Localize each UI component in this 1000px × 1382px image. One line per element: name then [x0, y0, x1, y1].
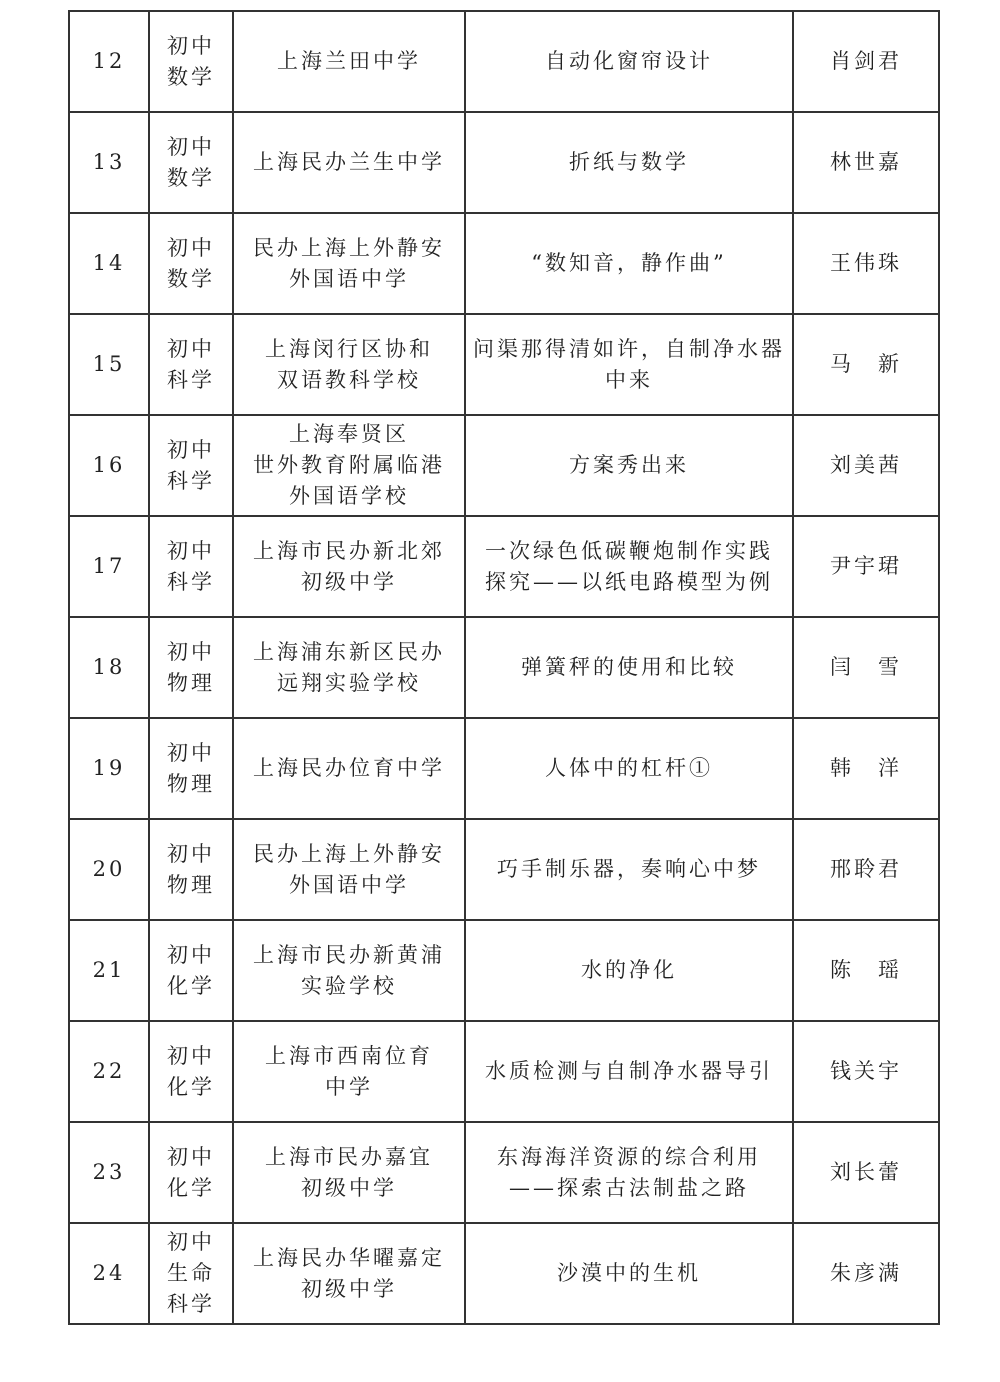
cell-line: 初级中学 [301, 569, 397, 594]
teacher-cell: 钱关宇 [793, 1021, 939, 1122]
award-table [68, 10, 940, 1325]
cell-line: 弹簧秤的使用和比较 [521, 655, 737, 679]
cell-line: 科学 [167, 468, 215, 493]
teacher-cell: 闫 雪 [793, 617, 939, 718]
cell-line: “数知音，静作曲” [531, 251, 727, 275]
row-number-cell: 18 [69, 617, 149, 718]
subject-cell [149, 213, 233, 314]
topic-cell [465, 314, 793, 415]
topic-cell [465, 718, 793, 819]
cell-line: 初级中学 [301, 1276, 397, 1301]
school-cell [233, 314, 465, 415]
cell-line: 中来 [605, 367, 653, 392]
cell-line: 生命 [167, 1261, 215, 1285]
cell-line: 外国语中学 [289, 266, 409, 291]
cell-line: 初中 [167, 33, 215, 58]
school-cell [233, 1021, 465, 1122]
teacher-cell: 韩 洋 [793, 718, 939, 819]
topic-cell [465, 112, 793, 213]
teacher-cell: 陈 瑶 [793, 920, 939, 1021]
school-cell [233, 415, 465, 516]
row-number-cell: 23 [69, 1122, 149, 1223]
cell-line: 科学 [167, 1292, 215, 1316]
cell-line: 民办上海上外静安 [253, 235, 445, 260]
cell-line: 数学 [167, 64, 215, 89]
subject-cell [149, 1122, 233, 1223]
cell-line: 物理 [167, 670, 215, 695]
table-body [69, 11, 939, 1324]
cell-line: 上海市民办新黄浦 [253, 942, 445, 967]
cell-line: 东海海洋资源的综合利用 [497, 1144, 761, 1169]
row-number-cell: 24 [69, 1223, 149, 1324]
cell-line: 初中 [167, 538, 215, 563]
cell-line: 折纸与数学 [569, 150, 689, 174]
subject-cell [149, 415, 233, 516]
table-row [69, 213, 939, 314]
cell-line: 初中 [167, 437, 215, 462]
row-number-cell: 19 [69, 718, 149, 819]
cell-line: 上海兰田中学 [277, 49, 421, 73]
school-cell [233, 1122, 465, 1223]
cell-line: 初中 [167, 1230, 215, 1254]
cell-line: 化学 [167, 1074, 215, 1099]
cell-line: 世外教育附属临港 [253, 453, 445, 477]
table-row [69, 516, 939, 617]
subject-cell [149, 516, 233, 617]
subject-cell [149, 920, 233, 1021]
cell-line: 探究——以纸电路模型为例 [485, 569, 773, 594]
topic-cell [465, 920, 793, 1021]
table-row [69, 112, 939, 213]
teacher-cell: 邢聆君 [793, 819, 939, 920]
school-cell [233, 213, 465, 314]
cell-line: 上海浦东新区民办 [253, 639, 445, 664]
cell-line: 科学 [167, 367, 215, 392]
cell-line: 化学 [167, 973, 215, 998]
cell-line: 外国语中学 [289, 872, 409, 897]
table-row [69, 1122, 939, 1223]
cell-line: 外国语学校 [289, 484, 409, 508]
cell-line: 物理 [167, 872, 215, 897]
subject-cell [149, 112, 233, 213]
cell-line: 一次绿色低碳鞭炮制作实践 [485, 538, 773, 563]
cell-line: 初中 [167, 740, 215, 765]
table-row [69, 1223, 939, 1324]
school-cell [233, 617, 465, 718]
row-number-cell: 16 [69, 415, 149, 516]
table-row [69, 920, 939, 1021]
table-row [69, 718, 939, 819]
cell-line: 上海民办华曜嘉定 [253, 1245, 445, 1270]
teacher-cell: 朱彦满 [793, 1223, 939, 1324]
cell-line: 双语教科学校 [277, 367, 421, 392]
school-cell [233, 920, 465, 1021]
cell-line: 上海民办位育中学 [253, 756, 445, 780]
topic-cell [465, 11, 793, 112]
award-list-sheet [68, 10, 938, 1325]
cell-line: 中学 [325, 1074, 373, 1099]
cell-line: 水的净化 [581, 958, 677, 982]
school-cell [233, 1223, 465, 1324]
cell-line: 民办上海上外静安 [253, 841, 445, 866]
topic-cell [465, 819, 793, 920]
subject-cell [149, 1223, 233, 1324]
subject-cell [149, 314, 233, 415]
cell-line: 初中 [167, 1043, 215, 1068]
table-row [69, 314, 939, 415]
cell-line: 上海闵行区协和 [265, 336, 433, 361]
table-row [69, 415, 939, 516]
cell-line: 问渠那得清如许，自制净水器 [473, 336, 785, 361]
topic-cell [465, 213, 793, 314]
row-number-cell: 22 [69, 1021, 149, 1122]
cell-line: 初中 [167, 134, 215, 159]
cell-line: 远翔实验学校 [277, 670, 421, 695]
row-number-cell: 12 [69, 11, 149, 112]
cell-line: 初中 [167, 336, 215, 361]
cell-line: 数学 [167, 165, 215, 190]
school-cell [233, 112, 465, 213]
cell-line: 实验学校 [301, 973, 397, 998]
topic-cell [465, 415, 793, 516]
cell-line: 初级中学 [301, 1175, 397, 1200]
teacher-cell: 刘美茜 [793, 415, 939, 516]
cell-line: 方案秀出来 [569, 453, 689, 477]
subject-cell [149, 617, 233, 718]
row-number-cell: 14 [69, 213, 149, 314]
topic-cell [465, 1223, 793, 1324]
cell-line: 上海民办兰生中学 [253, 150, 445, 174]
cell-line: 物理 [167, 771, 215, 796]
teacher-cell: 尹宇珺 [793, 516, 939, 617]
teacher-cell: 马 新 [793, 314, 939, 415]
subject-cell [149, 1021, 233, 1122]
school-cell [233, 516, 465, 617]
cell-line: 沙漠中的生机 [557, 1261, 701, 1285]
subject-cell [149, 718, 233, 819]
topic-cell [465, 516, 793, 617]
cell-line: 初中 [167, 942, 215, 967]
cell-line: 水质检测与自制净水器导引 [485, 1059, 773, 1083]
cell-line: 初中 [167, 235, 215, 260]
subject-cell [149, 819, 233, 920]
cell-line: 自动化窗帘设计 [545, 49, 713, 73]
cell-line: 人体中的杠杆① [545, 756, 713, 780]
cell-line: 初中 [167, 639, 215, 664]
cell-line: 化学 [167, 1175, 215, 1200]
cell-line: 上海市民办嘉宜 [265, 1144, 433, 1169]
row-number-cell: 13 [69, 112, 149, 213]
subject-cell [149, 11, 233, 112]
cell-line: 上海市民办新北郊 [253, 538, 445, 563]
cell-line: 科学 [167, 569, 215, 594]
cell-line: 上海市西南位育 [265, 1043, 433, 1068]
cell-line: 巧手制乐器，奏响心中梦 [497, 857, 761, 881]
school-cell [233, 819, 465, 920]
table-row [69, 1021, 939, 1122]
school-cell [233, 718, 465, 819]
row-number-cell: 17 [69, 516, 149, 617]
table-row [69, 11, 939, 112]
teacher-cell: 刘长蕾 [793, 1122, 939, 1223]
cell-line: 初中 [167, 841, 215, 866]
topic-cell [465, 617, 793, 718]
school-cell [233, 11, 465, 112]
table-row [69, 819, 939, 920]
cell-line: 初中 [167, 1144, 215, 1169]
teacher-cell: 林世嘉 [793, 112, 939, 213]
topic-cell [465, 1021, 793, 1122]
cell-line: 数学 [167, 266, 215, 291]
table-row [69, 617, 939, 718]
cell-line: 上海奉贤区 [289, 422, 409, 446]
teacher-cell: 王伟珠 [793, 213, 939, 314]
row-number-cell: 15 [69, 314, 149, 415]
cell-line: ——探索古法制盐之路 [509, 1175, 749, 1200]
row-number-cell: 21 [69, 920, 149, 1021]
row-number-cell: 20 [69, 819, 149, 920]
topic-cell [465, 1122, 793, 1223]
teacher-cell: 肖剑君 [793, 11, 939, 112]
